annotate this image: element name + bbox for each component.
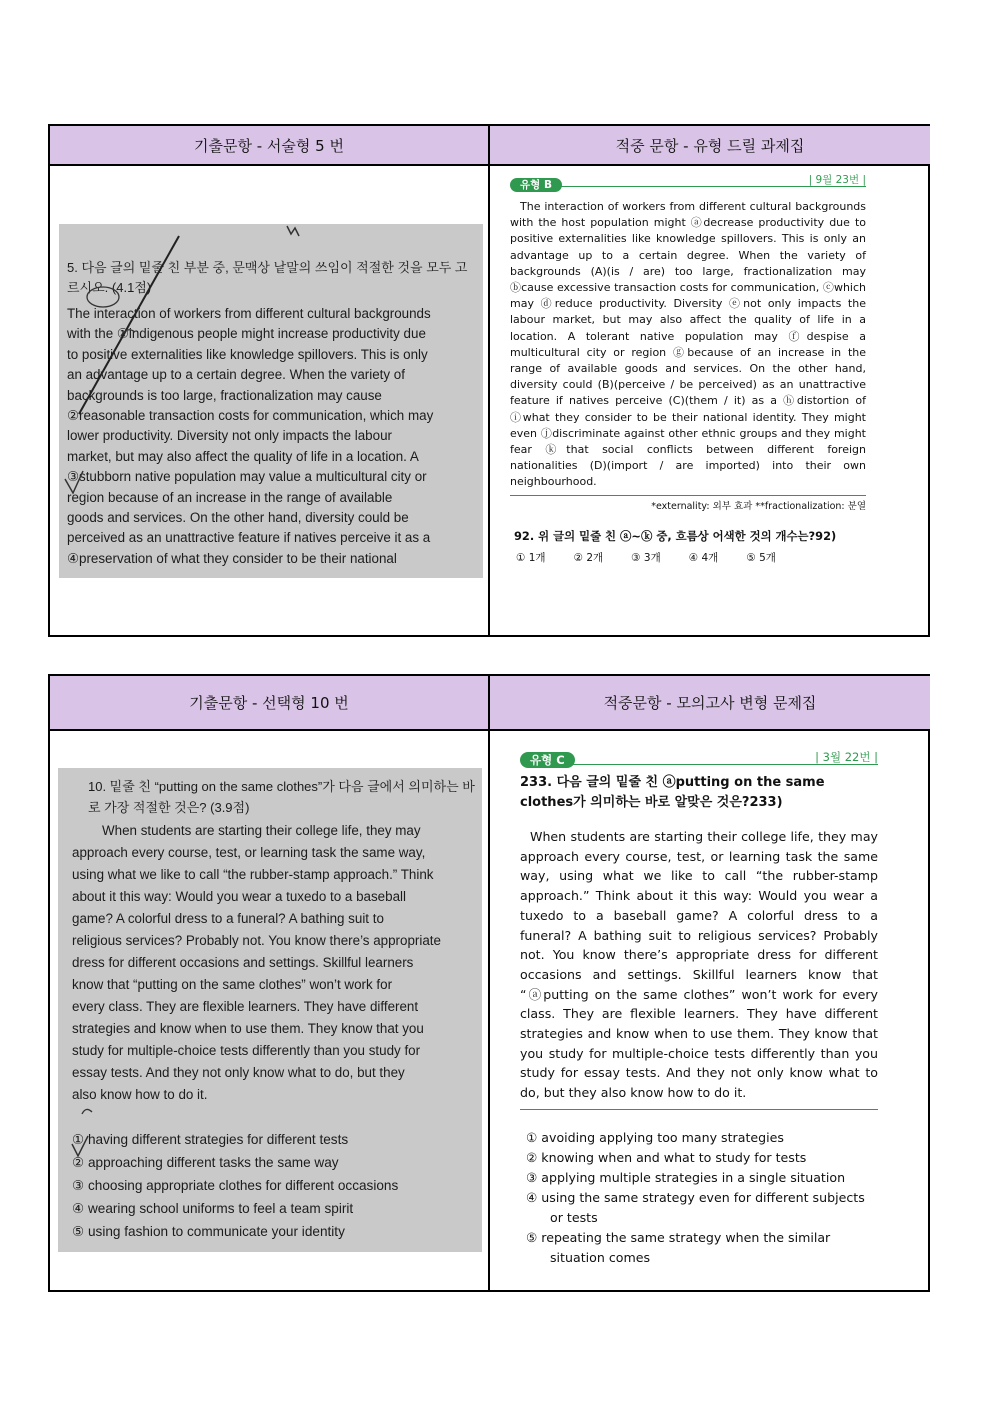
exam1-line: goods and services. On the other hand, diversity could be: [67, 510, 409, 526]
workbook-page-1: [510, 173, 866, 565]
table1-workbook-cell: [490, 166, 930, 635]
workbook1-options: [510, 550, 866, 565]
exam-scan-1: [59, 224, 483, 578]
table1-left-header: 기출문항 - 서술형 5 번: [50, 126, 490, 166]
header-rule: [560, 186, 866, 187]
comparison-table-2: [48, 674, 930, 1292]
option-item: ① 1개: [516, 551, 546, 564]
header-rule: [572, 764, 878, 765]
exam2-line: every class. They are flexible learners. They have different: [72, 999, 419, 1014]
option-item: ② approaching different tasks the same way: [72, 1155, 339, 1170]
exam2-line: approach every course, test, or learning task the same way,: [72, 845, 426, 860]
type-tag: 유형 B: [510, 178, 562, 192]
exam2-line: study for multiple-choice tests differently than you study for: [72, 1043, 421, 1058]
table2-right-header: 적중문항 - 모의고사 변형 문제집: [490, 676, 930, 731]
footnote: *externality: 외부 효과 **fractionalization: 분열: [651, 500, 866, 512]
option-item: ⑤ repeating the same strategy when the similar situation comes: [526, 1229, 831, 1265]
exam2-question: 10. 밑줄 친 “putting on the same clothes”가 다음 글에서 의미하는 바로 가장 적절한 것은? (3.9점): [88, 779, 475, 815]
exam1-line: market, but may also affect the quality of life in a location. A: [67, 448, 419, 464]
option-item: ② knowing when and what to study for tests: [526, 1149, 807, 1165]
exam1-passage: [67, 304, 477, 569]
exam2-line: When students are starting their college life, they may: [102, 823, 421, 838]
exam2-line: know that “putting on the same clothes” won’t work for: [72, 977, 393, 992]
exam2-line: game? A colorful dress to a funeral? A bathing suit to: [72, 911, 384, 926]
exam1-line: backgrounds is too large, fractionalization may cause: [67, 387, 382, 403]
exam2-line: strategies and know when to use them. They know that you: [72, 1021, 424, 1036]
option-item: ① avoiding applying too many strategies: [526, 1129, 784, 1145]
workbook2-question: 233. 다음 글의 밑줄 친 ⓐputting on the same clothes가 의미하는 바로 알맞은 것은?233): [520, 775, 825, 810]
exam1-line: region because of an increase in the range of available: [67, 489, 393, 505]
exam2-passage: [72, 820, 476, 1106]
option-item: ③ 3개: [631, 551, 661, 564]
table1-exam-cell: [50, 166, 490, 635]
exam1-line: lower productivity. Diversity not only impacts the labour: [67, 428, 392, 444]
option-item: ⑤ using fashion to communicate your identity: [72, 1224, 345, 1239]
exam2-line: about it this way: Would you wear a tuxedo to a baseball: [72, 889, 406, 904]
option-item: ⑤ 5개: [746, 551, 776, 564]
exam2-line: dress for different occasions and settings. Skillful learners: [72, 955, 414, 970]
comparison-table-1: [48, 124, 930, 637]
exam1-line: The interaction of workers from different cultural backgrounds: [67, 306, 431, 321]
exam2-line: essay tests. And they not only know what to do, but they: [72, 1065, 405, 1080]
exam1-line: an advantage up to a certain degree. When the variety of: [67, 367, 405, 383]
exam1-line: perceived as an unattractive feature if natives perceive it as a: [67, 530, 431, 546]
table2-exam-cell: [50, 731, 490, 1290]
workbook1-passage: The interaction of workers from different cultural backgrounds with the host population might ⓐdecrease productivity due to positive externalities like knowledge spillovers. This is only an advantage up to a certain degree. When the variety of backgrounds (A)(is / are) too large, fractionalization may ⓑcause excessive transaction costs for communication, ⓒwhich may ⓓreduce productivity. Diversity ⓔnot only impacts the labour market, but may also affect the quality of life in a location. A tolerant native population may ⓕdespise a multicultural city or region ⓖbecause of an increase in the range of available goods and services. On the other hand, diversity could (B)(perceive / be perceived) as an unattractive feature if natives perceive (C)(them / it) as a ⓗdistortion of ⓘwhat they consider to be their national identity. They might even ⓙdiscriminate against other ethnic groups and they might fear ⓚthat social conflicts between different foreign nationalities (D)(import / are imported) into their own neighbourhood.: [510, 200, 866, 489]
exam1-line: ③stubborn native population may value a multicultural city or: [67, 469, 427, 485]
table2-left-header: 기출문항 - 선택형 10 번: [50, 676, 490, 731]
workbook1-question: 92. 위 글의 밑줄 친 ⓐ~ⓚ 중, 흐름상 어색한 것의 개수는?92): [514, 528, 837, 543]
option-item: ③ choosing appropriate clothes for different occasions: [72, 1178, 399, 1193]
exam1-line: ④preservation of what they consider to be their national: [67, 550, 397, 566]
source-label: | 3월 22번 |: [815, 750, 878, 764]
table1-right-header: 적중 문항 - 유형 드릴 과제집: [490, 126, 930, 166]
workbook2-passage: When students are starting their college life, they may approach every course, test, or learning task the same way, using what we like to call “the rubber-stamp approach.” Think about it this way: Would you wear a tuxedo to a baseball game? A colorful dress to a funeral? A bathing suit to religious services? Probably not. You know there’s appropriate dress for different occasions and settings. Skillful learners know that “ⓐputting on the same clothes” won’t work for every class. They are flexible learners. They have different strategies and know when to use them. They know that you study for multiple-choice tests differently than you study for essay tests. And they not only know what to do, but they also know how to do it.: [520, 829, 878, 1101]
option-item: ② 2개: [573, 551, 604, 564]
option-item: ④ using the same strategy even for different subjects or tests: [526, 1189, 865, 1225]
exam1-line: to positive externalities like knowledge spillovers. This is only: [67, 346, 428, 362]
exam2-options: [72, 1128, 476, 1243]
type-tag: 유형 C: [520, 752, 575, 768]
exam2-line: also know how to do it.: [72, 1087, 208, 1102]
option-item: ④ wearing school uniforms to feel a team spirit: [72, 1201, 354, 1216]
option-item: ③ applying multiple strategies in a single situation: [526, 1169, 846, 1185]
source-label: | 9월 23번 |: [808, 174, 866, 186]
workbook2-options: [520, 1128, 878, 1268]
footer-rule: [510, 495, 866, 496]
exam2-line: religious services? Probably not. You know there’s appropriate: [72, 933, 441, 948]
exam1-line: with the ①indigenous people might increase productivity due: [67, 326, 426, 342]
workbook-page-2: [520, 749, 878, 1268]
table2-workbook-cell: [490, 731, 930, 1290]
exam1-question: 5. 다음 글의 밑줄 친 부분 중, 문맥상 낱말의 쓰임이 적절한 것을 모두 고르시오. (4.1점): [67, 260, 468, 295]
option-item: ④ 4개: [688, 551, 719, 564]
exam1-line: ②reasonable transaction costs for communication, which may: [67, 408, 434, 424]
exam2-line: using what we like to call “the rubber-stamp approach.” Think: [72, 867, 434, 882]
option-item: ① having different strategies for different tests: [72, 1132, 349, 1147]
exam-scan-2: [58, 768, 482, 1252]
passage-rule: [520, 1109, 878, 1110]
